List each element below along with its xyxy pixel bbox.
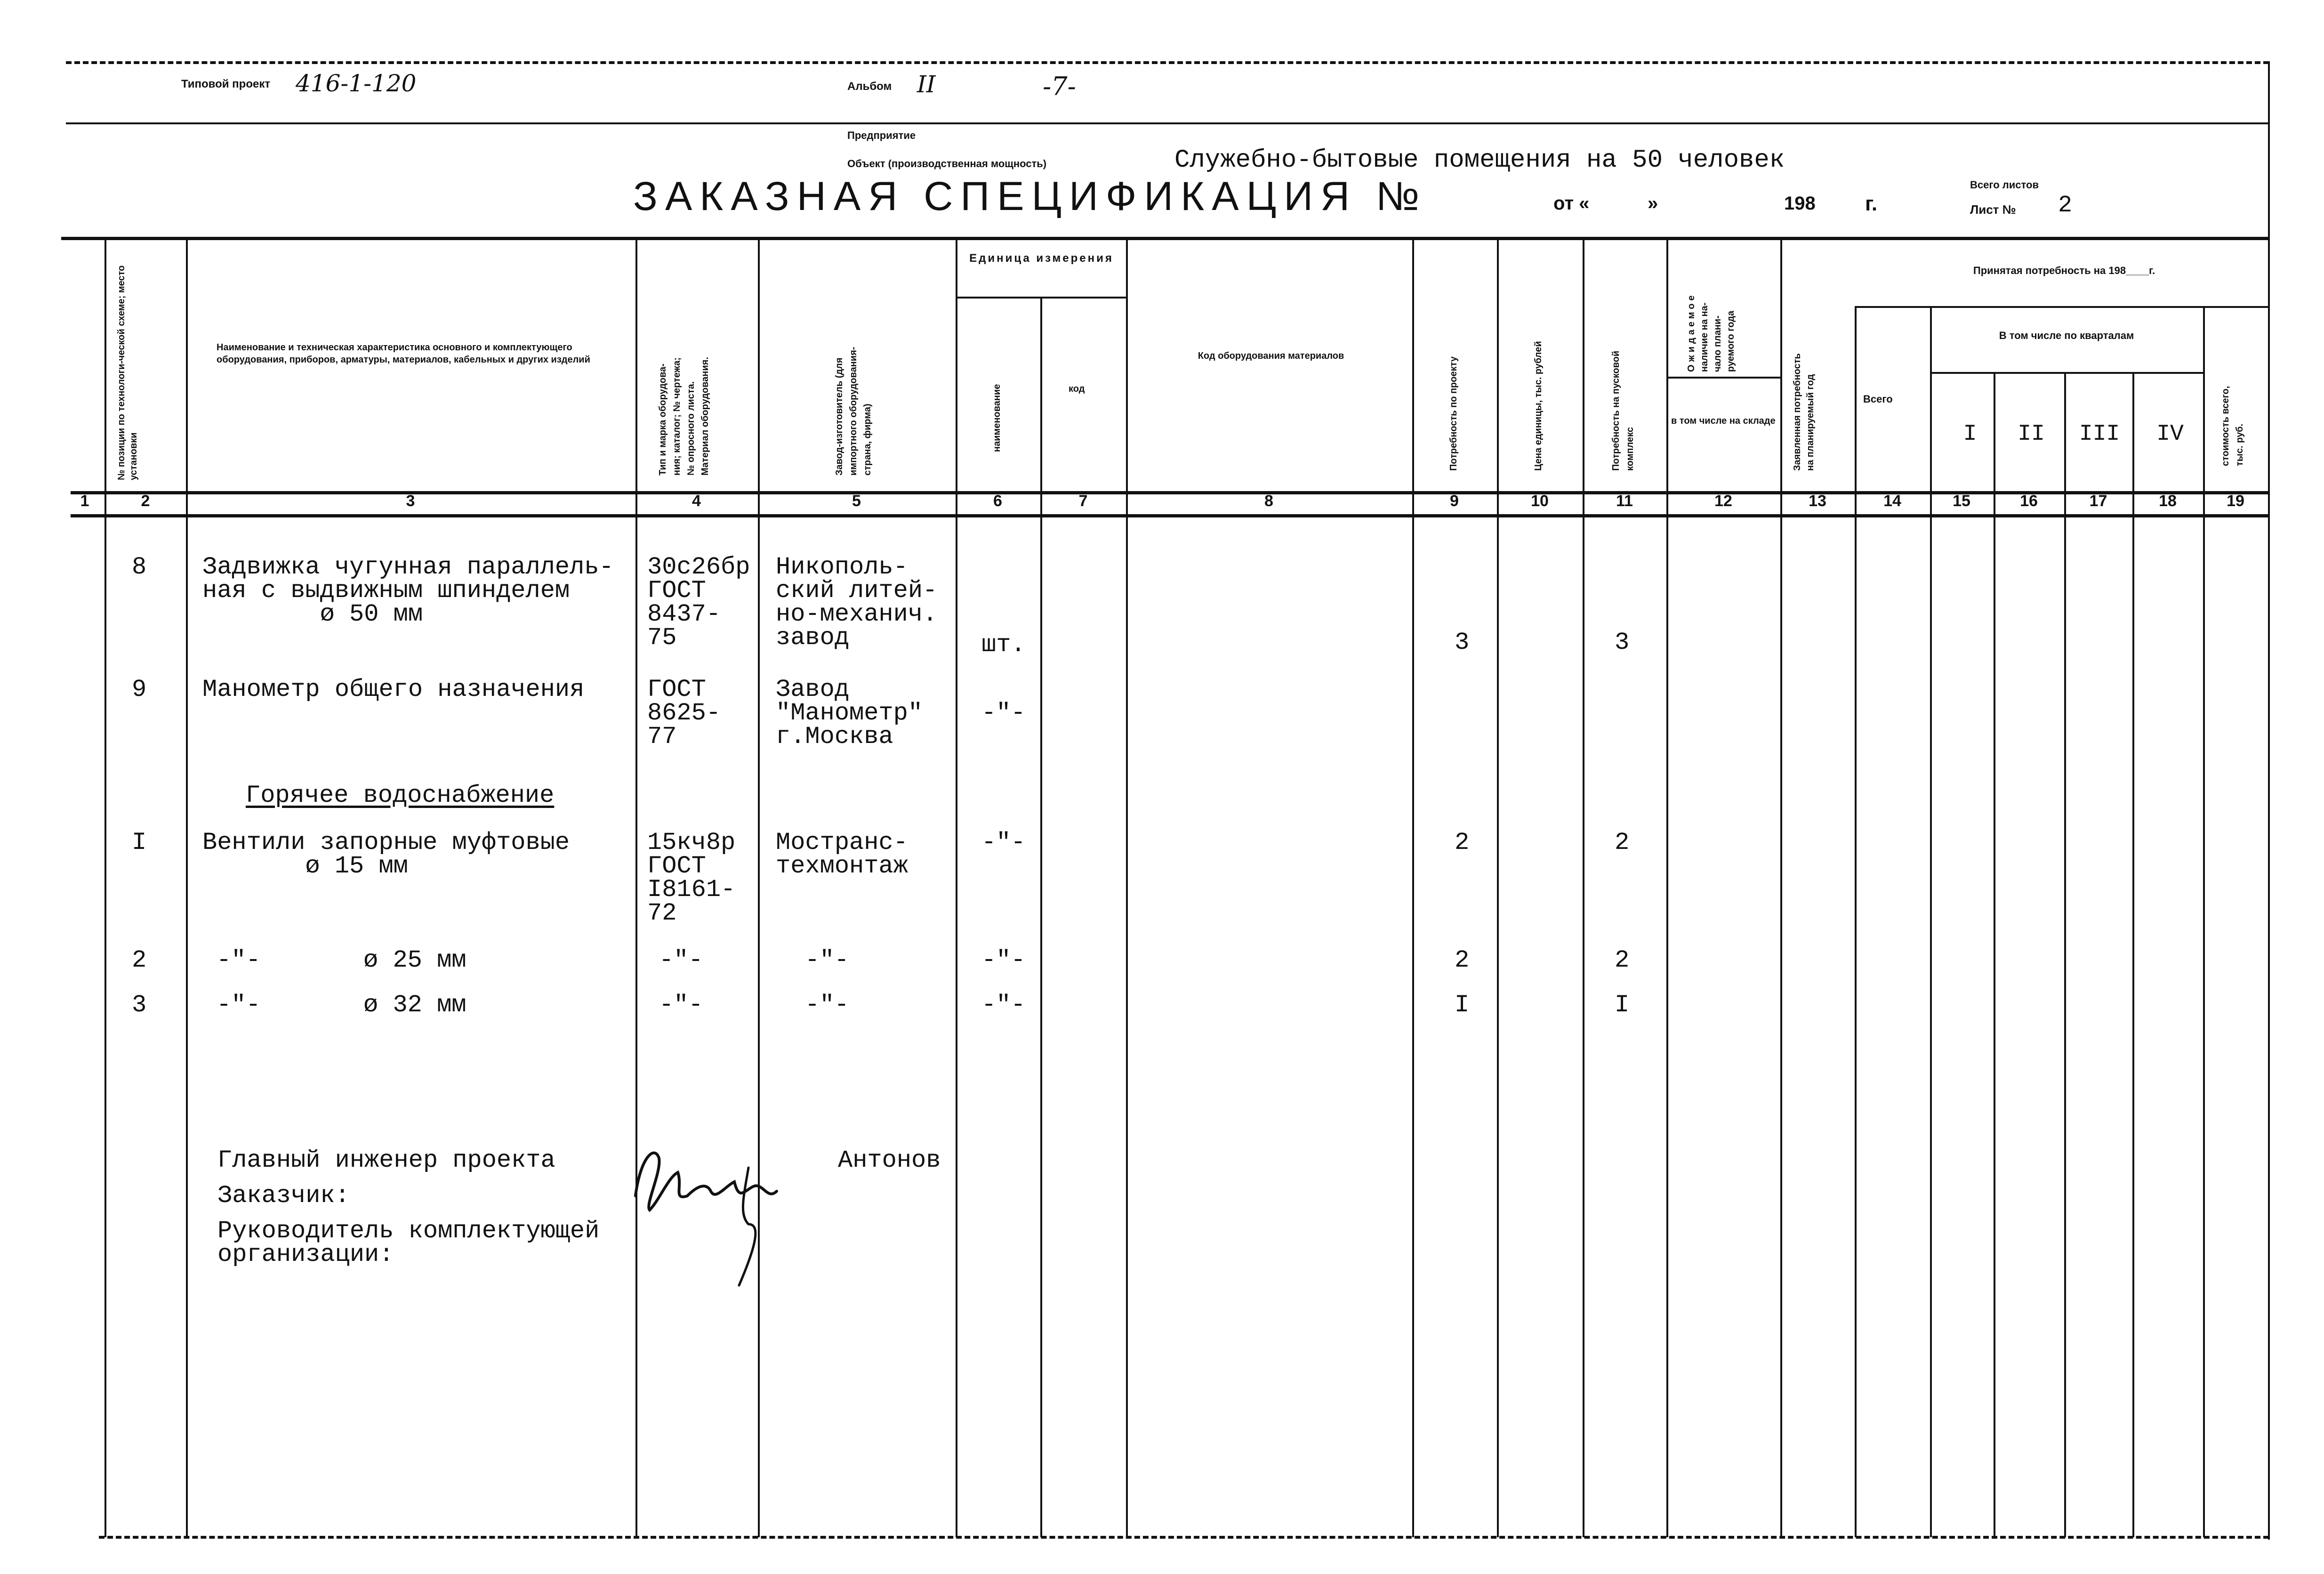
- row-maker: -"-: [805, 946, 849, 974]
- row-need: 2: [1455, 946, 1470, 974]
- col-line-9: [1497, 238, 1499, 1537]
- col12-sub-header: в том числе на складе: [1671, 416, 1776, 426]
- row-launch: 2: [1615, 946, 1630, 974]
- table-top-rule: [61, 237, 2269, 240]
- colnum-15: 15: [1953, 492, 1970, 510]
- col-line-16: [2064, 372, 2066, 1537]
- col-line-12: [1780, 238, 1782, 1537]
- row-type: 15кч8р ГОСТ I8161- 72: [647, 829, 736, 927]
- col11-header-line1: Потребность на пусковой: [1611, 350, 1621, 471]
- col-line-18: [2203, 306, 2205, 1537]
- year-value: 198: [1784, 193, 1816, 214]
- row-maker: Мостранс- техмонтаж: [776, 829, 908, 880]
- col4-header-line1: Завод-изготовитель (для: [834, 357, 844, 476]
- row-need: 3: [1455, 629, 1470, 656]
- row-maker: Завод "Манометр" г.Москва: [776, 676, 923, 751]
- project-number: 416-1-120: [296, 70, 417, 97]
- row-launch: 2: [1615, 829, 1630, 856]
- col11-header-line2: комплекс: [1625, 427, 1635, 471]
- col19-header-line1: стоимость всего,: [2220, 386, 2231, 466]
- col9-header: Потребность по проекту: [1448, 356, 1459, 471]
- quarter-1: I: [1963, 421, 1977, 447]
- col-line-3: [635, 238, 637, 1537]
- col-line-11: [1666, 238, 1668, 1537]
- col12-header-line4: руемого года: [1726, 310, 1736, 372]
- header-rule: [66, 122, 2268, 124]
- colnum-11: 11: [1616, 492, 1633, 510]
- unit-group-header: Единица измерения: [969, 252, 1114, 265]
- project-label: Типовой проект: [181, 78, 271, 90]
- col3-header-line2: ния; каталог; № чертежа;: [672, 357, 682, 476]
- col12-header-line2: наличие на на-: [1699, 302, 1710, 372]
- colnum-18: 18: [2159, 492, 2177, 510]
- row-type: ГОСТ 8625- 77: [647, 676, 721, 751]
- colnum-bottom-rule: [71, 514, 2269, 517]
- col3-header-line1: Тип и марка оборудова-: [658, 363, 668, 476]
- object-label: Объект (производственная мощность): [847, 158, 1047, 170]
- supplier-label: Руководитель комплектующей организации:: [217, 1217, 600, 1268]
- total-header: Всего: [1863, 393, 1893, 405]
- sheet-number: 2: [2058, 192, 2073, 219]
- unit-name-header: наименование: [992, 384, 1002, 452]
- row-name: Манометр общего назначения: [202, 676, 585, 703]
- unit-group-rule: [956, 297, 1126, 299]
- col4-header-line2: импортного оборудования-: [848, 347, 859, 476]
- row-maker: -"-: [805, 991, 849, 1019]
- col19-header-line2: тыс. руб.: [2235, 423, 2245, 466]
- row-maker: Никополь- ский литей- но-механич. завод: [776, 553, 938, 652]
- colnum-16: 16: [2020, 492, 2038, 510]
- row-position: 2: [132, 946, 147, 974]
- colnum-5: 5: [852, 492, 861, 510]
- row-position: 8: [132, 553, 147, 581]
- row-name: Вентили запорные муфтовые ø 15 мм: [202, 829, 570, 880]
- col1-header: № позиции по технологи-ческой схеме; место установки: [116, 265, 139, 480]
- quarter-3: III: [2079, 421, 2120, 447]
- row-launch: 3: [1615, 629, 1630, 656]
- colnum-19: 19: [2227, 492, 2244, 510]
- album-label: Альбом: [847, 80, 892, 93]
- row-type: -"-: [659, 946, 703, 974]
- page-number: -7-: [1043, 72, 1076, 101]
- col-line-13: [1855, 306, 1857, 1537]
- row-type: -"-: [659, 991, 703, 1019]
- c12-sub-rule: [1666, 377, 1780, 379]
- col-line-10: [1583, 238, 1584, 1537]
- unit-code-header: код: [1069, 384, 1085, 394]
- colnum-1: 1: [80, 492, 89, 510]
- row-position: I: [132, 829, 147, 856]
- col-line-7: [1126, 238, 1128, 1537]
- row-position: 9: [132, 676, 147, 703]
- object-value: Служебно-бытовые помещения на 50 человек: [1174, 146, 1785, 175]
- section-heading: Горячее водоснабжение: [246, 782, 555, 809]
- colnum-7: 7: [1078, 492, 1088, 510]
- row-name: -"- ø 25 мм: [217, 946, 466, 974]
- col-line-14: [1930, 306, 1932, 1537]
- colnum-17: 17: [2089, 492, 2107, 510]
- row-unit: -"-: [981, 829, 1026, 856]
- colnum-4: 4: [692, 492, 701, 510]
- row-unit: -"-: [981, 991, 1026, 1019]
- row-name: -"- ø 32 мм: [217, 991, 466, 1019]
- top-border: [66, 61, 2269, 64]
- colnum-3: 3: [406, 492, 415, 510]
- colnum-13: 13: [1809, 492, 1826, 510]
- customer-label: Заказчик:: [217, 1182, 350, 1210]
- row-need: 2: [1455, 829, 1470, 856]
- bottom-border: [99, 1536, 2269, 1539]
- colnum-12: 12: [1714, 492, 1732, 510]
- colnum-9: 9: [1450, 492, 1459, 510]
- col12-header-line1: Ожидаемое: [1686, 292, 1697, 372]
- right-border: [2268, 61, 2270, 1540]
- colnum-8: 8: [1264, 492, 1273, 510]
- col-line-8: [1412, 238, 1414, 1537]
- date-from: от «: [1553, 193, 1590, 214]
- chief-engineer-label: Главный инженер проекта: [217, 1146, 555, 1174]
- col12-header-line3: чало плани-: [1713, 315, 1723, 372]
- quarters-rule: [1930, 372, 2203, 374]
- col13-header-line2: на планируемый год: [1805, 374, 1816, 471]
- row-name: Задвижка чугунная параллель- ная с выдвижным шпинделем ø 50 мм: [202, 553, 614, 628]
- col-line-4: [758, 238, 760, 1537]
- col3-header-line3: № опросного листа.: [686, 381, 696, 476]
- col-line-1: [105, 238, 106, 1537]
- accepted-header: Принятая потребность на 198____г.: [1973, 265, 2155, 276]
- col2-header: Наименование и техническая характеристика основного и комплектующего оборудования, приборов, арматуры, материалов, кабельных и других изделий: [217, 342, 590, 365]
- col4-header-line3: страна, фирма): [862, 404, 873, 476]
- col-line-17: [2132, 372, 2134, 1537]
- colnum-14: 14: [1883, 492, 1901, 510]
- quarters-header: В том числе по кварталам: [1999, 330, 2134, 341]
- enterprise-label: Предприятие: [847, 129, 916, 141]
- row-unit: -"-: [981, 699, 1026, 727]
- colnum-2: 2: [141, 492, 150, 510]
- colnum-6: 6: [993, 492, 1002, 510]
- sheet-label: Лист №: [1970, 202, 2016, 217]
- row-type: 30с26бр ГОСТ 8437- 75: [647, 553, 750, 652]
- col-line-5: [956, 238, 957, 1537]
- col-line-15: [1994, 372, 1995, 1537]
- total-sheets-label: Всего листов: [1970, 179, 2039, 191]
- signature: [626, 1130, 805, 1290]
- row-need: I: [1455, 991, 1470, 1019]
- year-suffix: г.: [1865, 192, 1878, 215]
- col10-header: Цена единицы, тыс. рублей: [1533, 341, 1544, 471]
- row-unit: -"-: [981, 946, 1026, 974]
- col-line-2: [186, 238, 188, 1537]
- quarter-4: IV: [2156, 421, 2184, 447]
- row-launch: I: [1615, 991, 1630, 1019]
- col3-header-line4: Материал оборудования.: [700, 357, 710, 476]
- document-title: ЗАКАЗНАЯ СПЕЦИФИКАЦИЯ №: [633, 174, 1427, 219]
- row-unit: шт.: [981, 631, 1026, 659]
- album-number: II: [917, 71, 936, 98]
- row-position: 3: [132, 991, 147, 1019]
- chief-engineer-name: Антонов: [838, 1146, 941, 1174]
- colnum-10: 10: [1531, 492, 1549, 510]
- col-line-6: [1040, 297, 1042, 1537]
- col8-header: Код оборудования материалов: [1198, 351, 1344, 361]
- quarter-2: II: [2018, 421, 2045, 447]
- col13-header-line1: Заявленная потребность: [1792, 353, 1802, 471]
- accepted-rule: [1855, 306, 2269, 308]
- date-close: »: [1648, 193, 1658, 214]
